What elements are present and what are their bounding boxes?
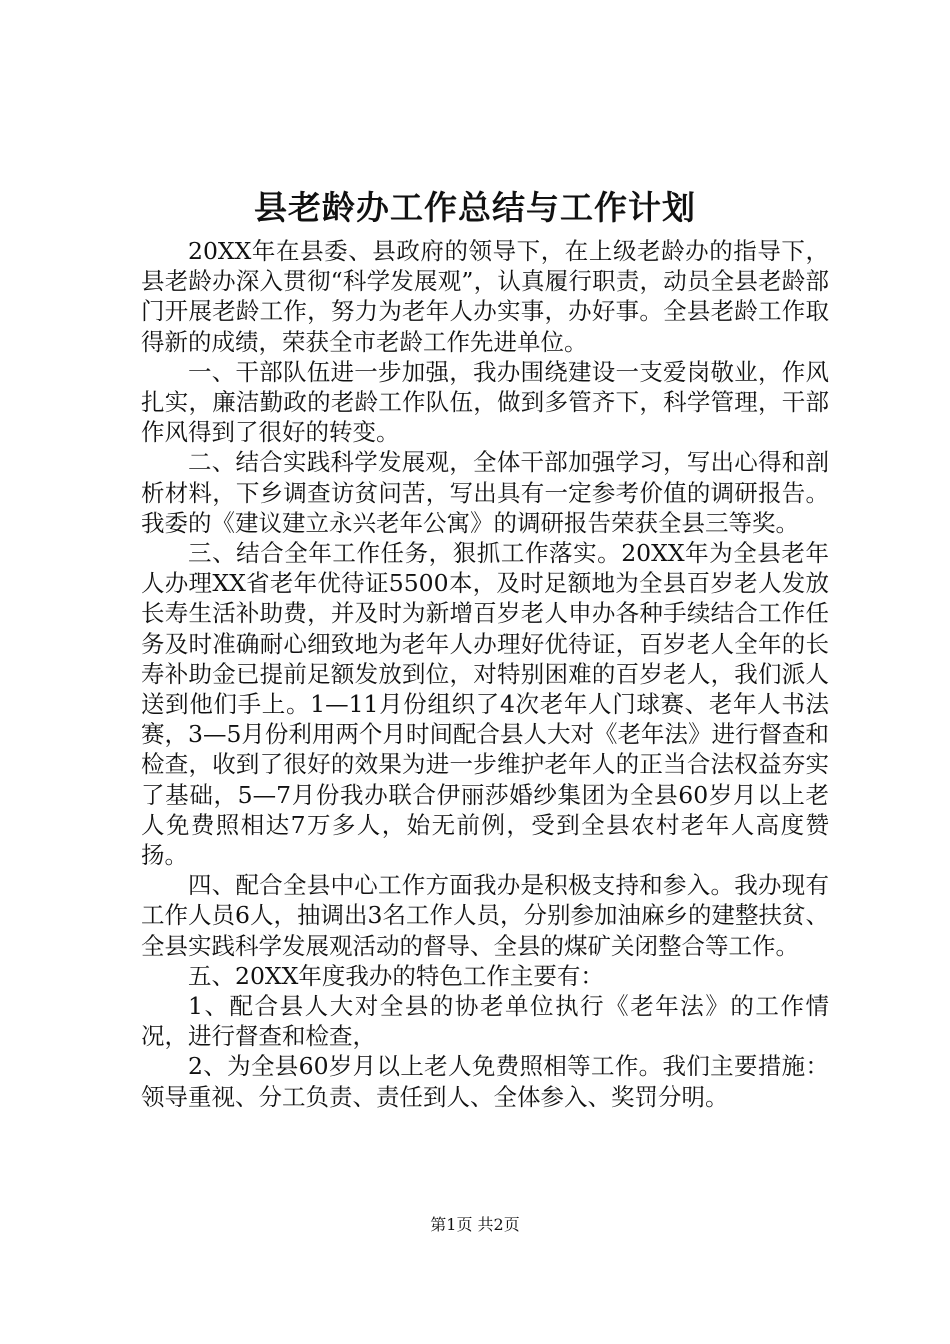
document-body bbox=[141, 236, 829, 1112]
paragraph-section-3: 三、结合全年工作任务，狠抓工作落实。20XX年为全县老年人办理XX省老年优待证5500本，及时足额地为全县百岁老人发放长寿生活补助费，并及时为新增百岁老人申办各种手续结合工作任务及时准确耐心细致地为老年人办理好优待证，百岁老人全年的长寿补助金已提前足额发放到位，对特别困难的百岁老人，我们派人送到他们手上。1—11月份组织了4次老年人门球赛、老年人书法赛，3—5月份利用两个月时间配合县人大对《老年法》进行督查和检查，收到了很好的效果为进一步维护老年人的正当合法权益夯实了基础，5—7月份我办联合伊丽莎婚纱集团为全县60岁月以上老人免费照相达7万多人，始无前例，受到全县农村老年人高度赞扬。 bbox=[141, 539, 829, 870]
page-footer: 第1页 共2页 bbox=[430, 1215, 520, 1234]
paragraph-section-1: 一、干部队伍进一步加强，我办围绕建设一支爱岗敬业，作风扎实，廉洁勤政的老龄工作队伍，做到多管齐下，科学管理，干部作风得到了很好的转变。 bbox=[141, 357, 829, 447]
paragraph-intro: 20XX年在县委、县政府的领导下，在上级老龄办的指导下，县老龄办深入贯彻“科学发展观”，认真履行职责，动员全县老龄部门开展老龄工作，努力为老年人办实事，办好事。全县老龄工作取得新的成绩，荣获全市老龄工作先进单位。 bbox=[141, 237, 829, 356]
document-title: 县老龄办工作总结与工作计划 bbox=[254, 188, 696, 227]
paragraph-item-1: 1、配合县人大对全县的协老单位执行《老年法》的工作情况，进行督查和检查， bbox=[141, 992, 829, 1051]
paragraph-section-5: 五、20XX年度我办的特色工作主要有： bbox=[188, 961, 604, 990]
paragraph-section-4: 四、配合全县中心工作方面我办是积极支持和参入。我办现有工作人员6人，抽调出3名工作人员，分别参加油麻乡的建整扶贫、全县实践科学发展观活动的督导、全县的煤矿关闭整合等工作。 bbox=[141, 871, 829, 960]
paragraph-item-2: 2、为全县60岁月以上老人免费照相等工作。我们主要措施：领导重视、分工负责、责任到人、全体参入、奖罚分明。 bbox=[141, 1052, 829, 1111]
paragraph-section-2: 二、结合实践科学发展观，全体干部加强学习，写出心得和剖析材料，下乡调查访贫问苦，写出具有一定参考价值的调研报告。我委的《建议建立永兴老年公寓》的调研报告荣获全县三等奖。 bbox=[141, 448, 829, 537]
